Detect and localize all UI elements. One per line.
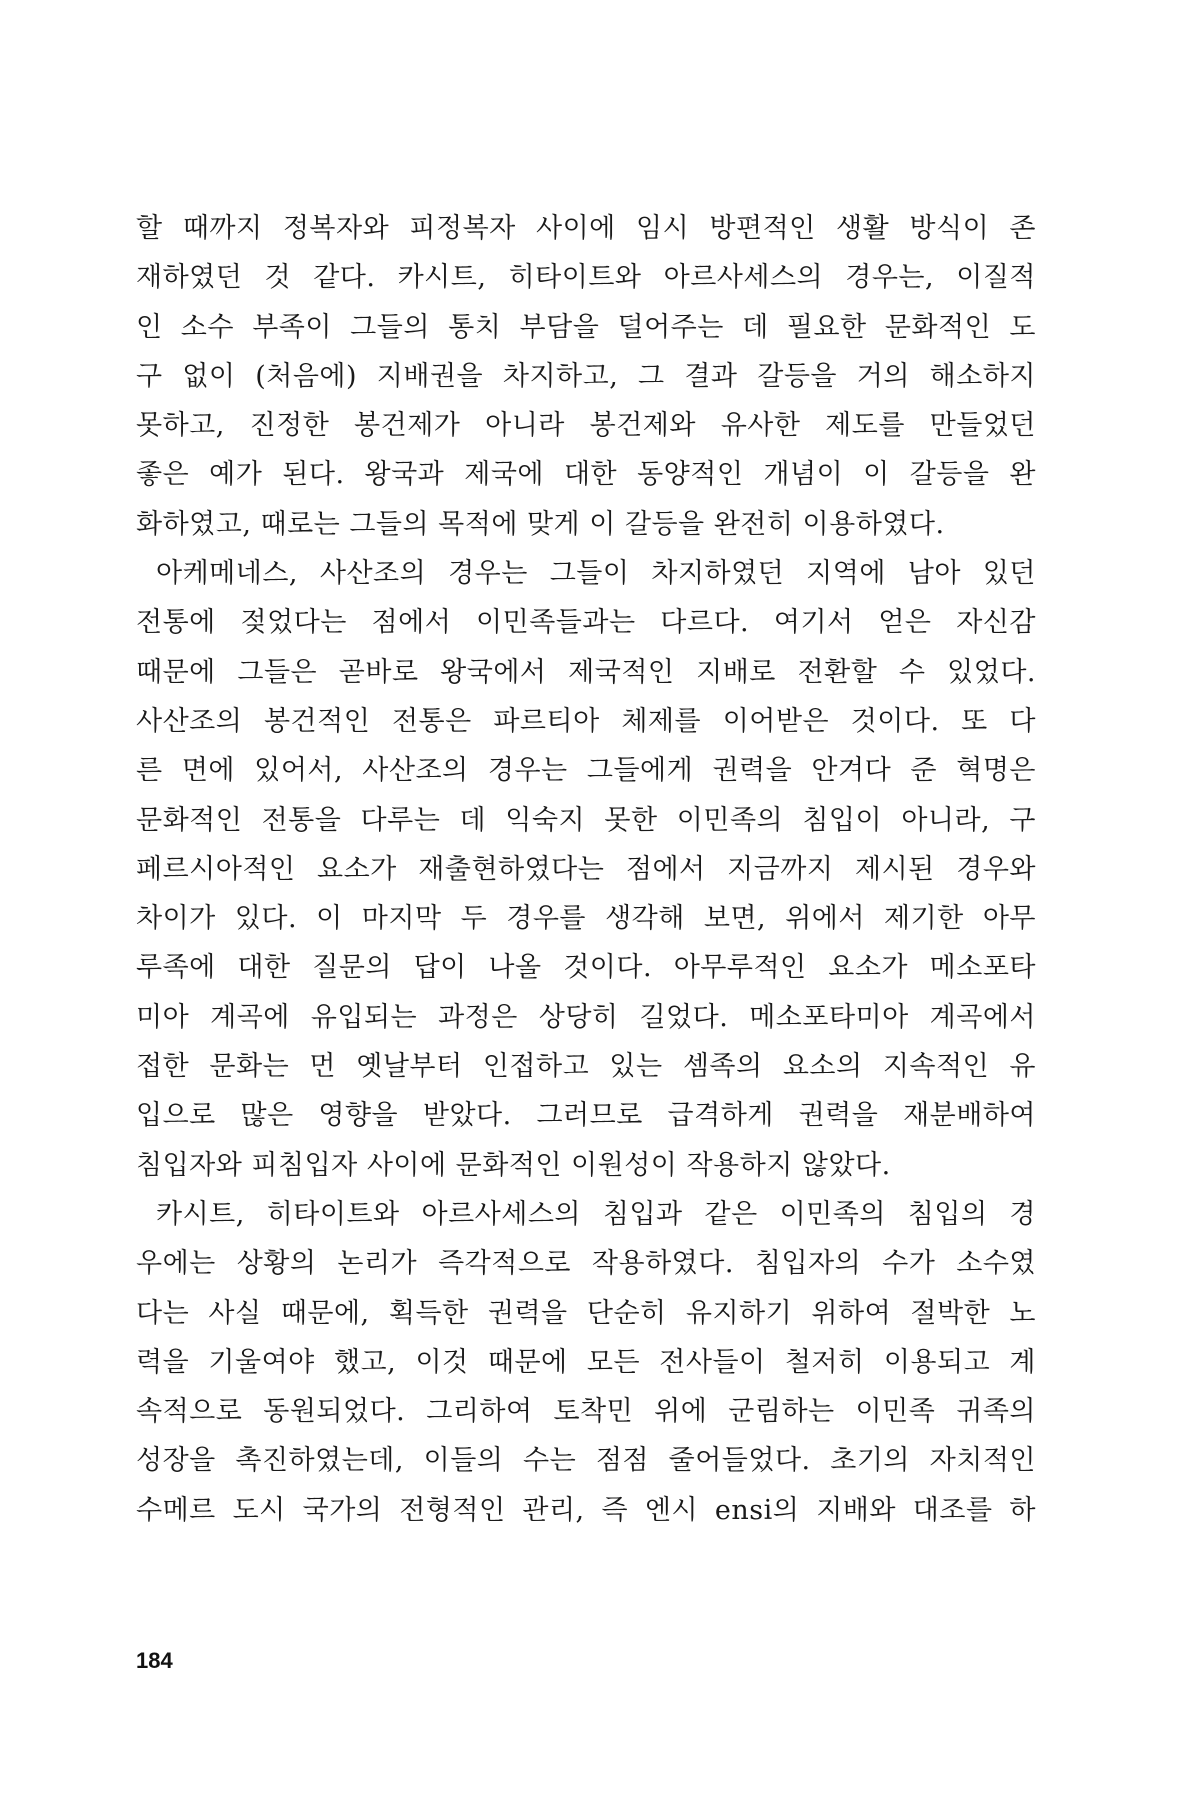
text-line: 른 면에 있어서, 사산조의 경우는 그들에게 권력을 안겨다 준 혁명은: [136, 755, 1036, 787]
text-line: 입으로 많은 영향을 받았다. 그러므로 급격하게 권력을 재분배하여: [136, 1100, 1036, 1132]
text-line: 카시트, 히타이트와 아르사세스의 침입과 같은 이민족의 침입의 경: [156, 1198, 1036, 1230]
text-line: 할 때까지 정복자와 피정복자 사이에 임시 방편적인 생활 방식이 존: [136, 213, 1036, 244]
text-line: 못하고, 진정한 봉건제가 아니라 봉건제와 유사한 제도를 만들었던: [136, 410, 1036, 442]
text-line: 침입자와 피침입자 사이에 문화적인 이원성이 작용하지 않았다.: [136, 1149, 891, 1181]
page-number: 184: [136, 1648, 173, 1673]
text-line: 좋은 예가 된다. 왕국과 제국에 대한 동양적인 개념이 이 갈등을 완: [136, 459, 1036, 491]
text-line: 수메르 도시 국가의 전형적인 관리, 즉 엔시 ensi의 지배와 대조를 하: [136, 1494, 1036, 1526]
body-text: [136, 204, 1036, 1535]
text-line: 전통에 젖었다는 점에서 이민족들과는 다르다. 여기서 얻은 자신감: [136, 607, 1036, 639]
text-line: 아케메네스, 사산조의 경우는 그들이 차지하였던 지역에 남아 있던: [156, 558, 1036, 590]
text-line: 미아 계곡에 유입되는 과정은 상당히 길었다. 메소포타미아 계곡에서: [136, 1001, 1036, 1033]
text-line: 사산조의 봉건적인 전통은 파르티아 체제를 이어받은 것이다. 또 다: [136, 705, 1036, 737]
text-line: 성장을 촉진하였는데, 이들의 수는 점점 줄어들었다. 초기의 자치적인: [136, 1445, 1036, 1477]
text-line: 속적으로 동원되었다. 그리하여 토착민 위에 군림하는 이민족 귀족의: [136, 1396, 1036, 1428]
text-line: 페르시아적인 요소가 재출현하였다는 점에서 지금까지 제시된 경우와: [136, 853, 1036, 885]
text-line: 때문에 그들은 곧바로 왕국에서 제국적인 지배로 전환할 수 있었다.: [136, 656, 1036, 688]
text-line: 재하였던 것 같다. 카시트, 히타이트와 아르사세스의 경우는, 이질적: [136, 262, 1036, 294]
text-line: 다는 사실 때문에, 획득한 권력을 단순히 유지하기 위하여 절박한 노: [136, 1297, 1036, 1329]
text-line: 우에는 상황의 논리가 즉각적으로 작용하였다. 침입자의 수가 소수였: [136, 1248, 1036, 1280]
text-line: 문화적인 전통을 다루는 데 익숙지 못한 이민족의 침입이 아니라, 구: [136, 804, 1036, 836]
text-line: 차이가 있다. 이 마지막 두 경우를 생각해 보면, 위에서 제기한 아무: [136, 903, 1036, 935]
text-line: 력을 기울여야 했고, 이것 때문에 모든 전사들이 철저히 이용되고 계: [136, 1346, 1036, 1378]
text-line: 구 없이 (처음에) 지배권을 차지하고, 그 결과 갈등을 거의 해소하지: [136, 360, 1036, 392]
text-line: 인 소수 부족이 그들의 통치 부담을 덜어주는 데 필요한 문화적인 도: [136, 311, 1036, 343]
text-line: 접한 문화는 먼 옛날부터 인접하고 있는 셈족의 요소의 지속적인 유: [136, 1051, 1036, 1083]
text-line: 화하였고, 때로는 그들의 목적에 맞게 이 갈등을 완전히 이용하였다.: [136, 508, 945, 540]
text-line: 루족에 대한 질문의 답이 나올 것이다. 아무루적인 요소가 메소포타: [136, 952, 1036, 984]
